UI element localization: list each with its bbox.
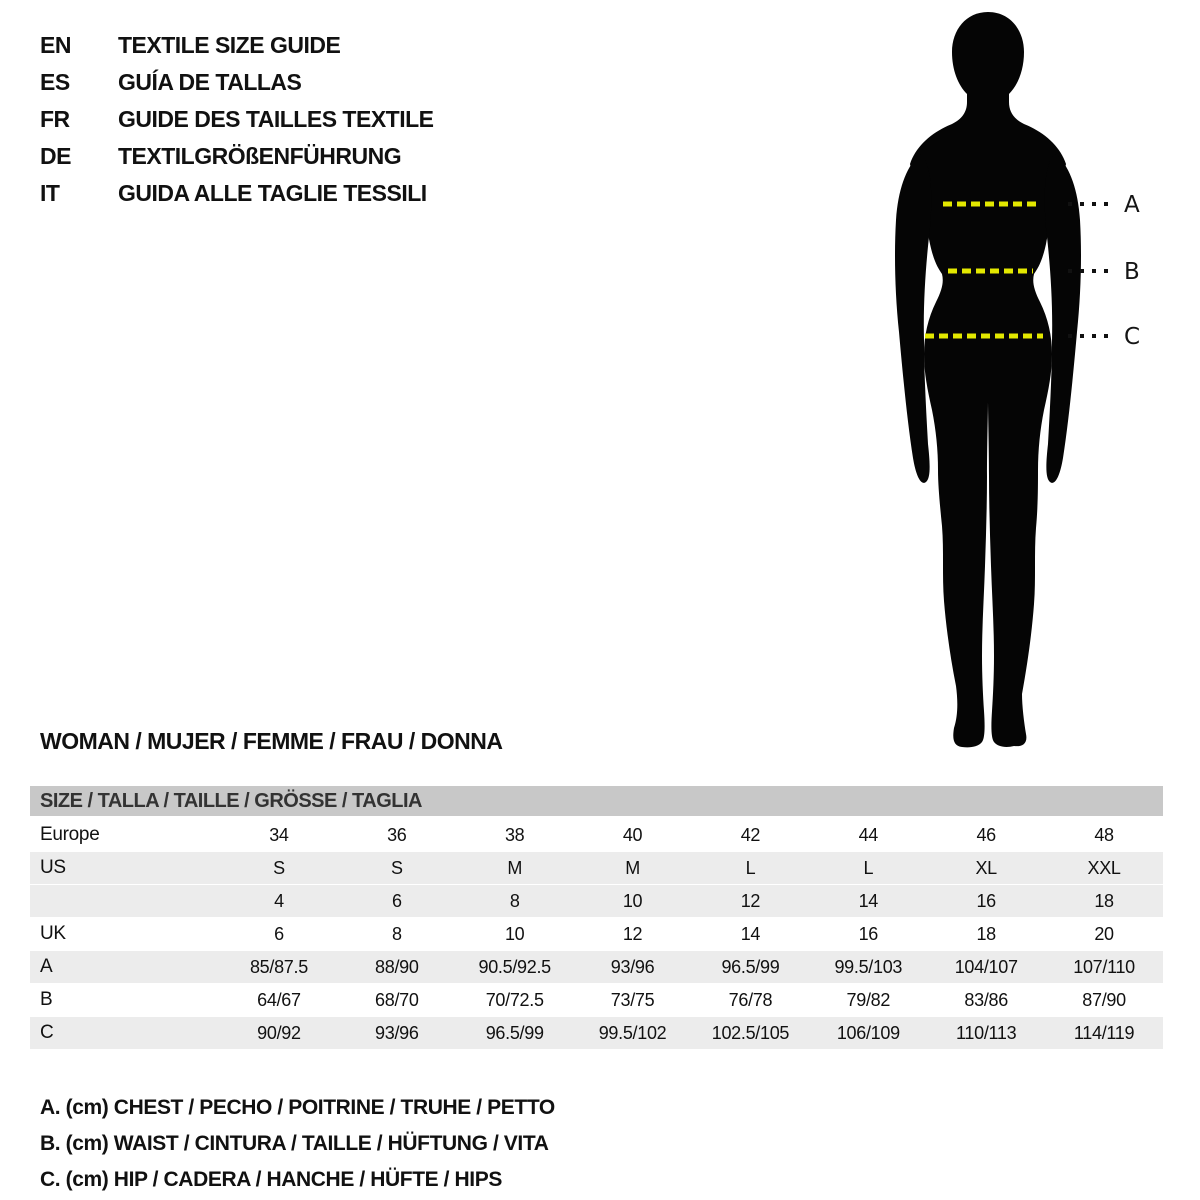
table-row-chest (30, 951, 1163, 983)
legend-hip: C. (cm) HIP / CADERA / HANCHE / HÜFTE / HIPS (40, 1168, 502, 1191)
size-cell: 6 (274, 923, 284, 944)
language-title: TEXTILE SIZE GUIDE (118, 32, 341, 58)
language-code: ES (40, 69, 70, 95)
size-cell: M (625, 857, 640, 878)
row-label: UK (40, 923, 66, 944)
woman-silhouette-diagram (888, 6, 1168, 756)
language-row-es (40, 64, 434, 101)
size-cell: 10 (622, 890, 643, 911)
size-cell: 87/90 (1082, 989, 1126, 1010)
language-code: FR (40, 106, 70, 132)
table-row-us-numeric (30, 885, 1163, 917)
size-cell: 73/75 (610, 989, 655, 1010)
language-code: IT (40, 180, 60, 206)
size-cell: 106/109 (836, 1022, 900, 1043)
size-cell: 4 (274, 890, 284, 911)
waist-label: B (1124, 259, 1140, 285)
size-cell: 85/87.5 (249, 956, 308, 977)
size-cell: 44 (858, 824, 879, 845)
language-row-fr (40, 101, 434, 138)
size-cell: 96.5/99 (721, 956, 780, 977)
size-cell: 64/67 (257, 989, 301, 1010)
size-cell: 107/110 (1073, 956, 1135, 977)
size-cell: 12 (740, 890, 761, 911)
table-row-us (30, 852, 1163, 884)
size-cell: 83/86 (964, 989, 1008, 1010)
size-cell: L (745, 857, 756, 878)
language-title: GUIDA ALLE TAGLIE TESSILI (118, 180, 427, 206)
size-cell: 99.5/102 (598, 1022, 667, 1043)
row-label: C (40, 1022, 54, 1043)
size-cell: 76/78 (728, 989, 773, 1010)
size-cell: 14 (858, 890, 879, 911)
size-cell: 90/92 (257, 1022, 301, 1043)
size-cell: 46 (976, 824, 996, 845)
legend-waist: B. (cm) WAIST / CINTURA / TAILLE / HÜFTUNG / VITA (40, 1132, 549, 1155)
size-cell: 10 (504, 923, 525, 944)
size-cell: XL (975, 857, 997, 878)
language-code: EN (40, 32, 71, 58)
table-row-europe (30, 819, 1163, 851)
size-cell: 114/119 (1073, 1022, 1135, 1043)
language-row-en (40, 27, 434, 64)
size-cell: M (507, 857, 523, 878)
size-cell: 99.5/103 (834, 956, 903, 977)
section-title: WOMAN / MUJER / FEMME / FRAU / DONNA (40, 728, 503, 754)
size-cell: 102.5/105 (711, 1022, 790, 1043)
size-cell: 96.5/99 (485, 1022, 544, 1043)
row-label: US (40, 857, 66, 878)
size-cell: L (863, 857, 874, 878)
size-cell: 16 (976, 890, 996, 911)
size-cell: 42 (740, 824, 761, 845)
size-cell: 90.5/92.5 (478, 956, 551, 977)
hip-label: C (1124, 324, 1141, 350)
size-cell: 20 (1094, 923, 1114, 944)
size-cell: S (390, 857, 403, 878)
size-cell: 16 (858, 923, 879, 944)
size-cell: 70/72.5 (485, 989, 544, 1010)
row-label: B (40, 989, 53, 1010)
language-list (40, 27, 434, 212)
measurement-legend (40, 1090, 555, 1198)
language-row-de (40, 138, 434, 175)
size-cell: 104/107 (954, 956, 1018, 977)
size-table (30, 786, 1163, 1050)
size-cell: 18 (976, 923, 996, 944)
size-cell: 12 (622, 923, 643, 944)
table-row-waist (30, 984, 1163, 1016)
language-title: GUIDE DES TAILLES TEXTILE (118, 106, 434, 132)
table-row-hip (30, 1017, 1163, 1049)
size-cell: 14 (740, 923, 761, 944)
size-cell: 34 (269, 824, 289, 845)
right-arm-silhouette (1045, 155, 1081, 483)
size-cell: 93/96 (375, 1022, 419, 1043)
table-row-uk (30, 918, 1163, 950)
row-label: A (40, 956, 53, 977)
language-code: DE (40, 143, 71, 169)
legend-chest: A. (cm) CHEST / PECHO / POITRINE / TRUHE / PETTO (40, 1096, 555, 1119)
left-arm-silhouette (895, 155, 931, 483)
size-cell: S (273, 857, 285, 878)
size-cell: XXL (1087, 857, 1121, 878)
size-cell: 93/96 (610, 956, 655, 977)
size-cell: 36 (387, 824, 407, 845)
chest-label: A (1124, 192, 1140, 218)
row-label: Europe (40, 824, 100, 845)
size-cell: 6 (391, 890, 402, 911)
body-silhouette (910, 12, 1066, 747)
size-cell: 48 (1094, 824, 1114, 845)
size-cell: 18 (1094, 890, 1114, 911)
language-title: TEXTILGRÖßENFÜHRUNG (118, 143, 402, 169)
language-row-it (40, 175, 434, 212)
size-cell: 40 (622, 824, 643, 845)
size-cell: 110/113 (956, 1022, 1017, 1043)
language-title: GUÍA DE TALLAS (118, 69, 302, 95)
size-cell: 88/90 (375, 956, 419, 977)
size-cell: 8 (391, 923, 402, 944)
size-cell: 79/82 (846, 989, 891, 1010)
table-header: SIZE / TALLA / TAILLE / GRÖSSE / TAGLIA (30, 786, 1163, 816)
size-cell: 38 (504, 824, 525, 845)
size-cell: 8 (509, 890, 520, 911)
size-cell: 68/70 (375, 989, 419, 1010)
